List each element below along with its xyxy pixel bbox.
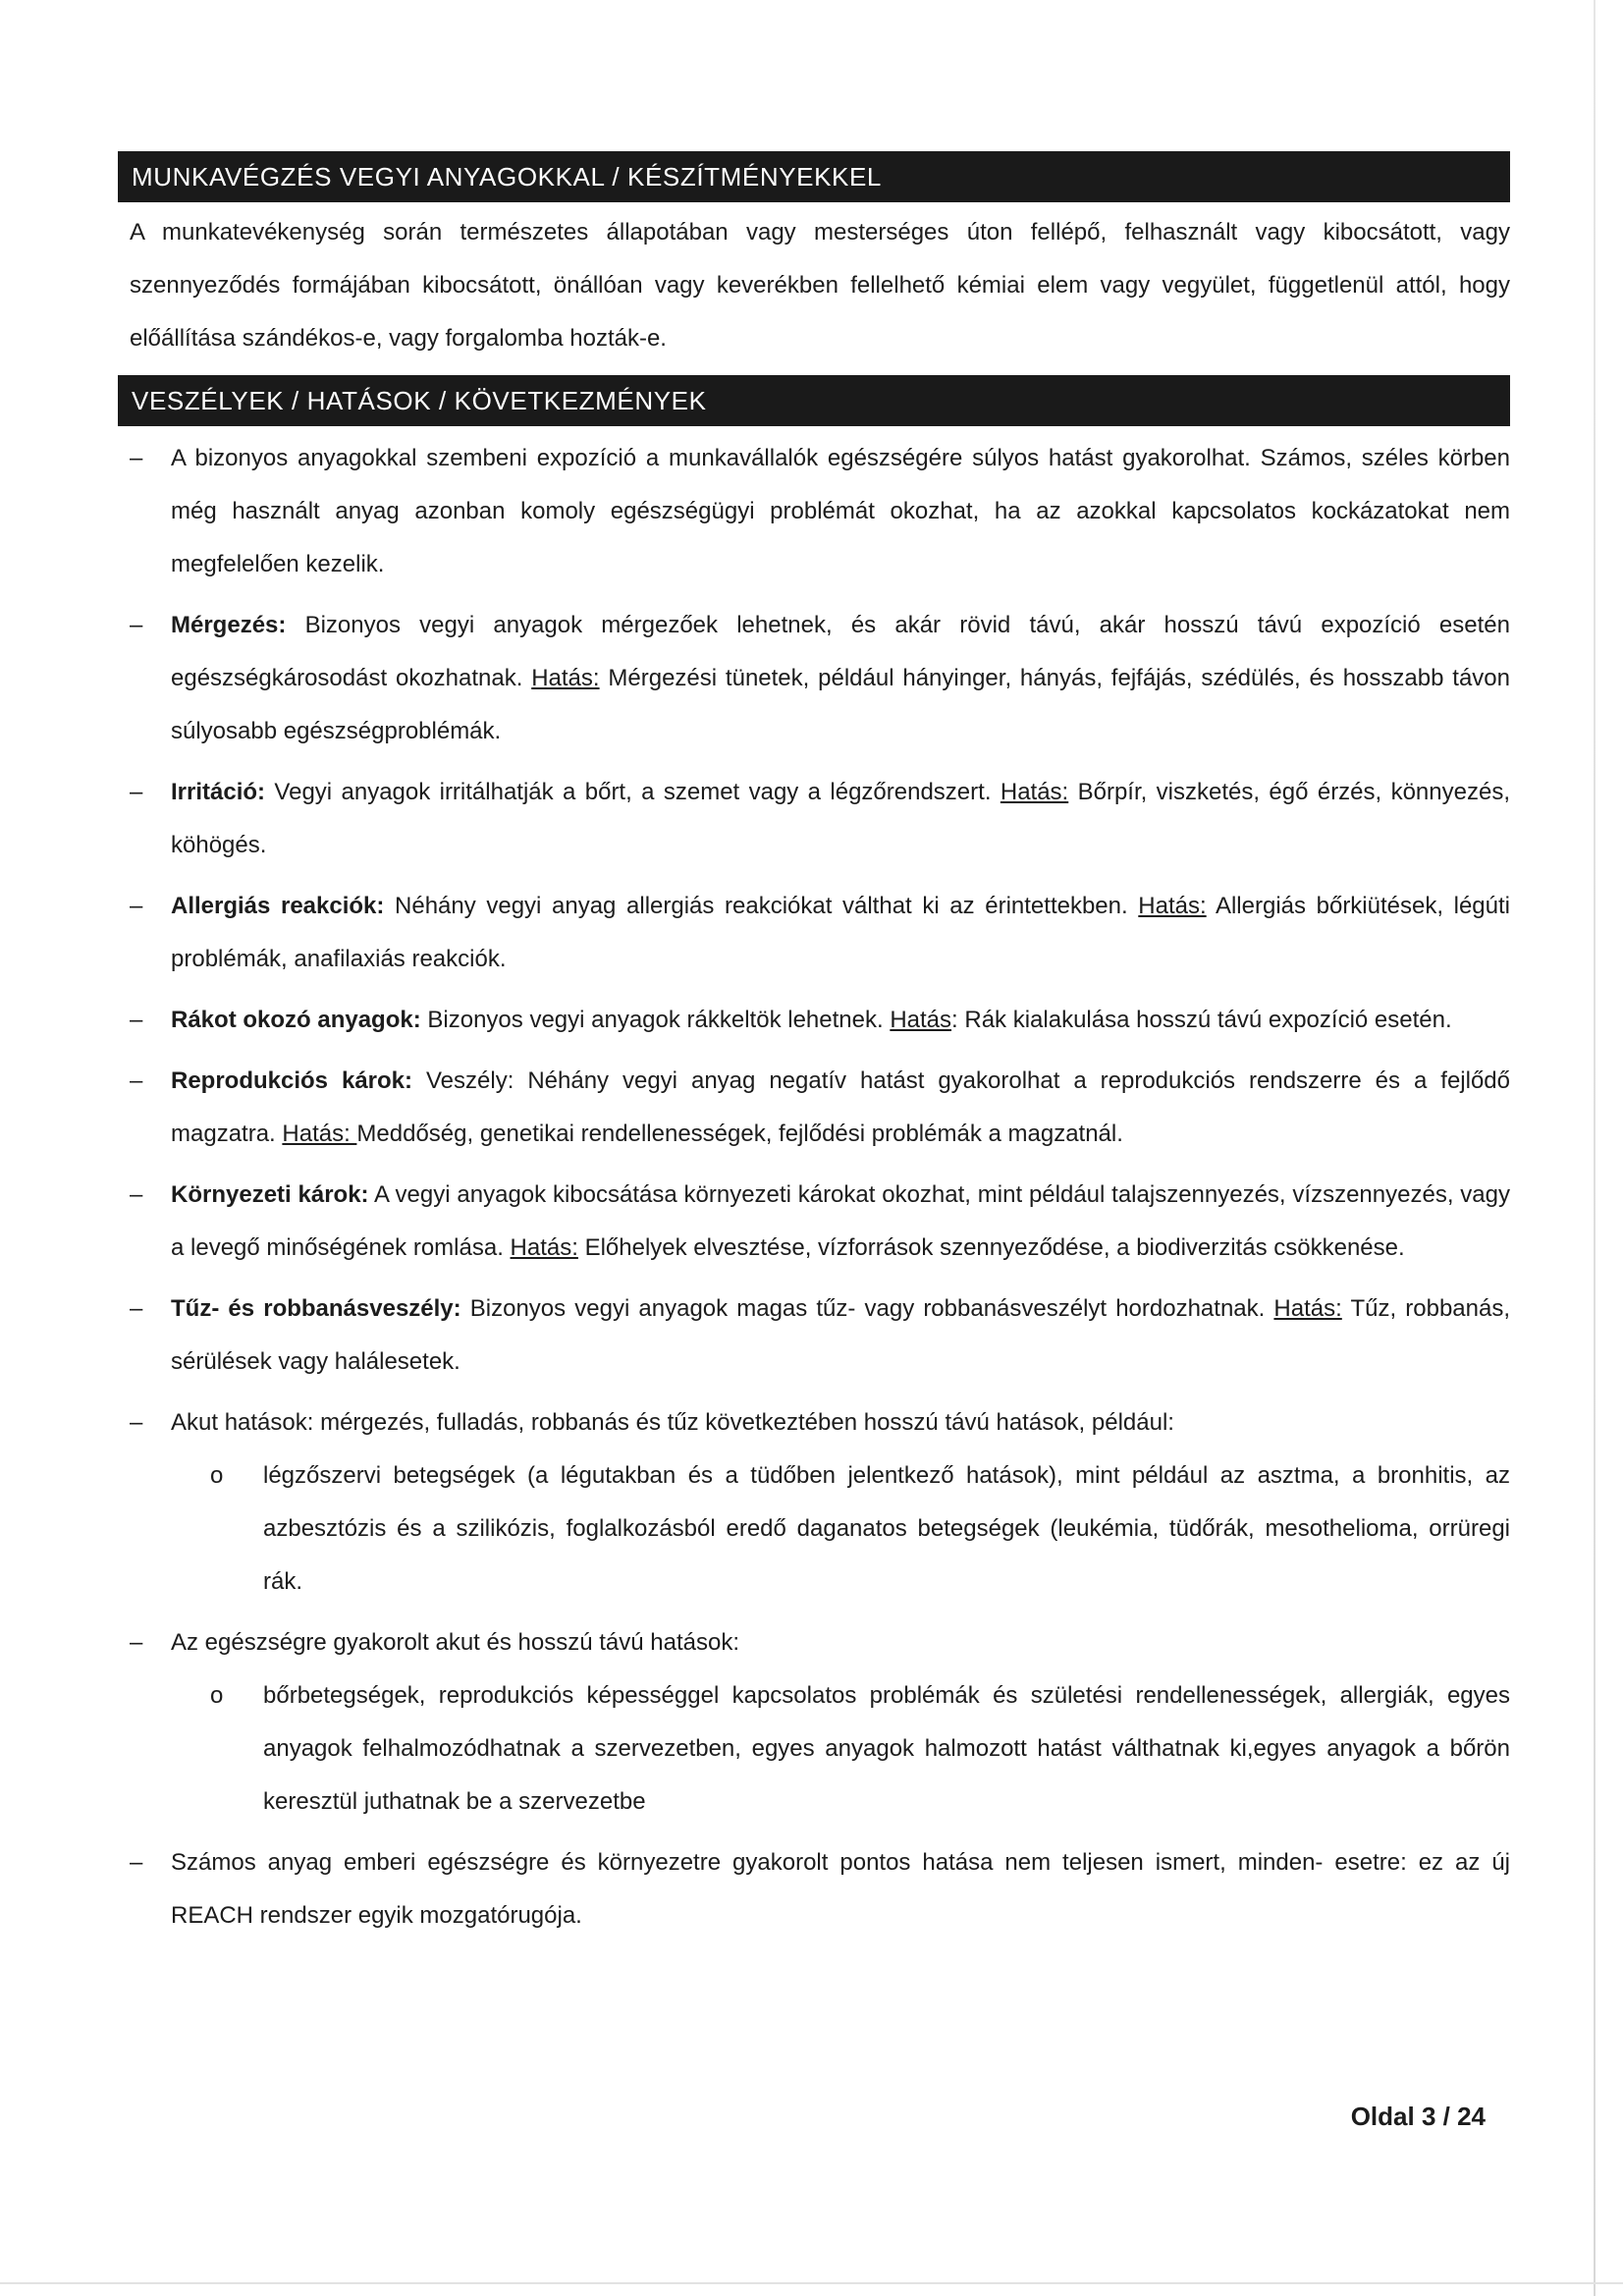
scan-edge-right <box>1594 0 1596 2296</box>
dash-bullet: – <box>130 1629 143 1656</box>
intro-text: A bizonyos anyagokkal szembeni expozíció a munkavállalók egészségére súlyos hatást gyakorolhat. Számos, széles körben még használt anyag azonban komoly egészségügyi problémát okozhat, ha az azokkal kapcsolatos kockázatokat nem megfelelően kezelik. <box>171 445 1510 577</box>
section-heading-hazards: VESZÉLYEK / HATÁSOK / KÖVETKEZMÉNYEK <box>118 375 1510 426</box>
item-term: Mérgezés: <box>171 612 287 638</box>
dash-bullet: – <box>130 1007 143 1033</box>
effect-label: Hatás: <box>510 1234 578 1261</box>
item-text: Néhány vegyi anyag allergiás reakciókat válthat ki az érintettekben. <box>384 893 1139 919</box>
list-item-allergy <box>118 880 1510 986</box>
dash-bullet: – <box>130 612 143 638</box>
item-text: Bizonyos vegyi anyagok rákkeltök lehetnek. <box>420 1007 891 1033</box>
item-term: Rákot okozó anyagok: <box>171 1007 421 1033</box>
item-text: Bizonyos vegyi anyagok mérgezőek lehetnek, és akár rövid távú, akár hosszú távú expozíció esetén egészségkárosodást okozhatnak. <box>171 612 1510 691</box>
dash-bullet: – <box>130 1849 143 1876</box>
effect-text: Előhelyek elvesztése, vízforrások szennyeződése, a biodiverzitás csökkenése. <box>577 1234 1405 1261</box>
dash-bullet: – <box>130 445 143 471</box>
sub-list-item <box>171 1669 1510 1829</box>
dash-bullet: – <box>130 1295 143 1322</box>
effect-label: Hatás: <box>1000 779 1069 805</box>
page-number: Oldal 3 / 24 <box>1350 2102 1486 2131</box>
acute-effects-text: Akut hatások: mérgezés, fulladás, robbanás és tűz következtében hosszú távú hatások, például: <box>171 1409 1174 1436</box>
sub-item-text: légzőszervi betegségek (a légutakban és a tüdőben jelentkező hatások), mint például az asztma, a bronhitis, az azbesztózis és a szilikózis, foglalkozásból eredő daganatos betegségek (leukémia, tüdőrák, mesothelioma, orrüregi rák. <box>263 1462 1510 1595</box>
effect-label: Hatás: <box>1273 1295 1342 1322</box>
item-text: Vegyi anyagok irritálhatják a bőrt, a szemet vagy a légzőrendszert. <box>265 779 1001 805</box>
section-heading-chemicals: MUNKAVÉGZÉS VEGYI ANYAGOKKAL / KÉSZÍTMÉNYEKKEL <box>118 151 1510 202</box>
effect-label: Hatás: <box>282 1121 357 1147</box>
effect-text: Allergiás bőrkiütések, légúti problémák, anafilaxiás reakciók. <box>171 893 1511 972</box>
list-item-environmental <box>118 1169 1510 1275</box>
item-text: Bizonyos vegyi anyagok magas tűz- vagy robbanásveszélyt hordozhatnak. <box>460 1295 1274 1322</box>
chronic-effects-sublist <box>171 1669 1510 1829</box>
effect-text: Bőrpír, viszketés, égő érzés, könnyezés, köhögés. <box>171 779 1510 858</box>
page-content <box>118 151 1510 1950</box>
sub-item-text: bőrbetegségek, reprodukciós képességgel kapcsolatos problémák és születési rendellenességek, allergiák, egyes anyagok felhalmozódhatnak a szervezetben, egyes anyagok halmozott hatást válthatnak ki,egyes anyagok a bőrön keresztül juthatnak be a szervezetbe <box>263 1682 1510 1815</box>
item-term: Reprodukciós károk: <box>171 1067 413 1094</box>
chronic-effects-text: Az egészségre gyakorolt akut és hosszú távú hatások: <box>171 1629 739 1656</box>
item-text: Veszély: Néhány vegyi anyag negatív hatást gyakorolhat a reprodukciós rendszerre és a fejlődő magzatra. <box>171 1067 1511 1147</box>
list-item-poisoning <box>118 599 1510 758</box>
list-item-reproductive <box>118 1055 1510 1161</box>
effect-text: : Rák kialakulása hosszú távú expozíció esetén. <box>951 1007 1452 1033</box>
reach-text: Számos anyag emberi egészségre és környezetre gyakorolt pontos hatása nem teljesen ismert, minden- esetre: ez az új REACH rendszer egyik mozgatórugója. <box>171 1849 1510 1929</box>
dash-bullet: – <box>130 1067 143 1094</box>
effect-text: Tűz, robbanás, sérülések vagy halálesetek. <box>171 1295 1511 1375</box>
circle-bullet: o <box>210 1462 224 1489</box>
sub-list-item <box>171 1449 1510 1609</box>
list-item-reach <box>118 1836 1510 1942</box>
list-item-chronic-effects <box>118 1616 1510 1829</box>
list-item-fire-explosion <box>118 1283 1510 1389</box>
list-item-carcinogens <box>118 994 1510 1047</box>
section-definition-paragraph: A munkatevékenység során természetes állapotában vagy mesterséges úton fellépő, felhasznált vagy kibocsátott, vagy szennyeződés formájában kibocsátott, önállóan vagy keverékben fellelhető kémiai elem vagy vegyület, függetlenül attól, hogy előállítása szándékos-e, vagy forgalomba hozták-e. <box>130 219 1510 352</box>
effect-text: Mérgezési tünetek, például hányinger, hányás, fejfájás, szédülés, és hosszabb távon súlyosabb egészségproblémák. <box>171 665 1510 744</box>
circle-bullet: o <box>210 1682 224 1709</box>
item-term: Irritáció: <box>171 779 266 805</box>
effect-label: Hatás: <box>1138 893 1207 919</box>
dash-bullet: – <box>130 1181 143 1208</box>
item-term: Tűz- és robbanásveszély: <box>171 1295 461 1322</box>
hazard-list <box>118 432 1510 1942</box>
acute-effects-sublist <box>171 1449 1510 1609</box>
dash-bullet: – <box>130 1409 143 1436</box>
effect-text: Meddőség, genetikai rendellenességek, fejlődési problémák a magzatnál. <box>356 1121 1123 1147</box>
effect-label: Hatás: <box>531 665 600 691</box>
item-term: Környezeti károk: <box>171 1181 369 1208</box>
list-item-irritation <box>118 766 1510 872</box>
dash-bullet: – <box>130 779 143 805</box>
list-item-acute-effects <box>118 1396 1510 1609</box>
effect-label: Hatás <box>890 1007 952 1033</box>
list-item-intro <box>118 432 1510 591</box>
scan-edge-bottom <box>0 2282 1623 2284</box>
item-text: A vegyi anyagok kibocsátása környezeti károkat okozhat, mint például talajszennyezés, vízszennyezés, vagy a levegő minőségének romlása. <box>171 1181 1511 1261</box>
dash-bullet: – <box>130 893 143 919</box>
item-term: Allergiás reakciók: <box>171 893 385 919</box>
